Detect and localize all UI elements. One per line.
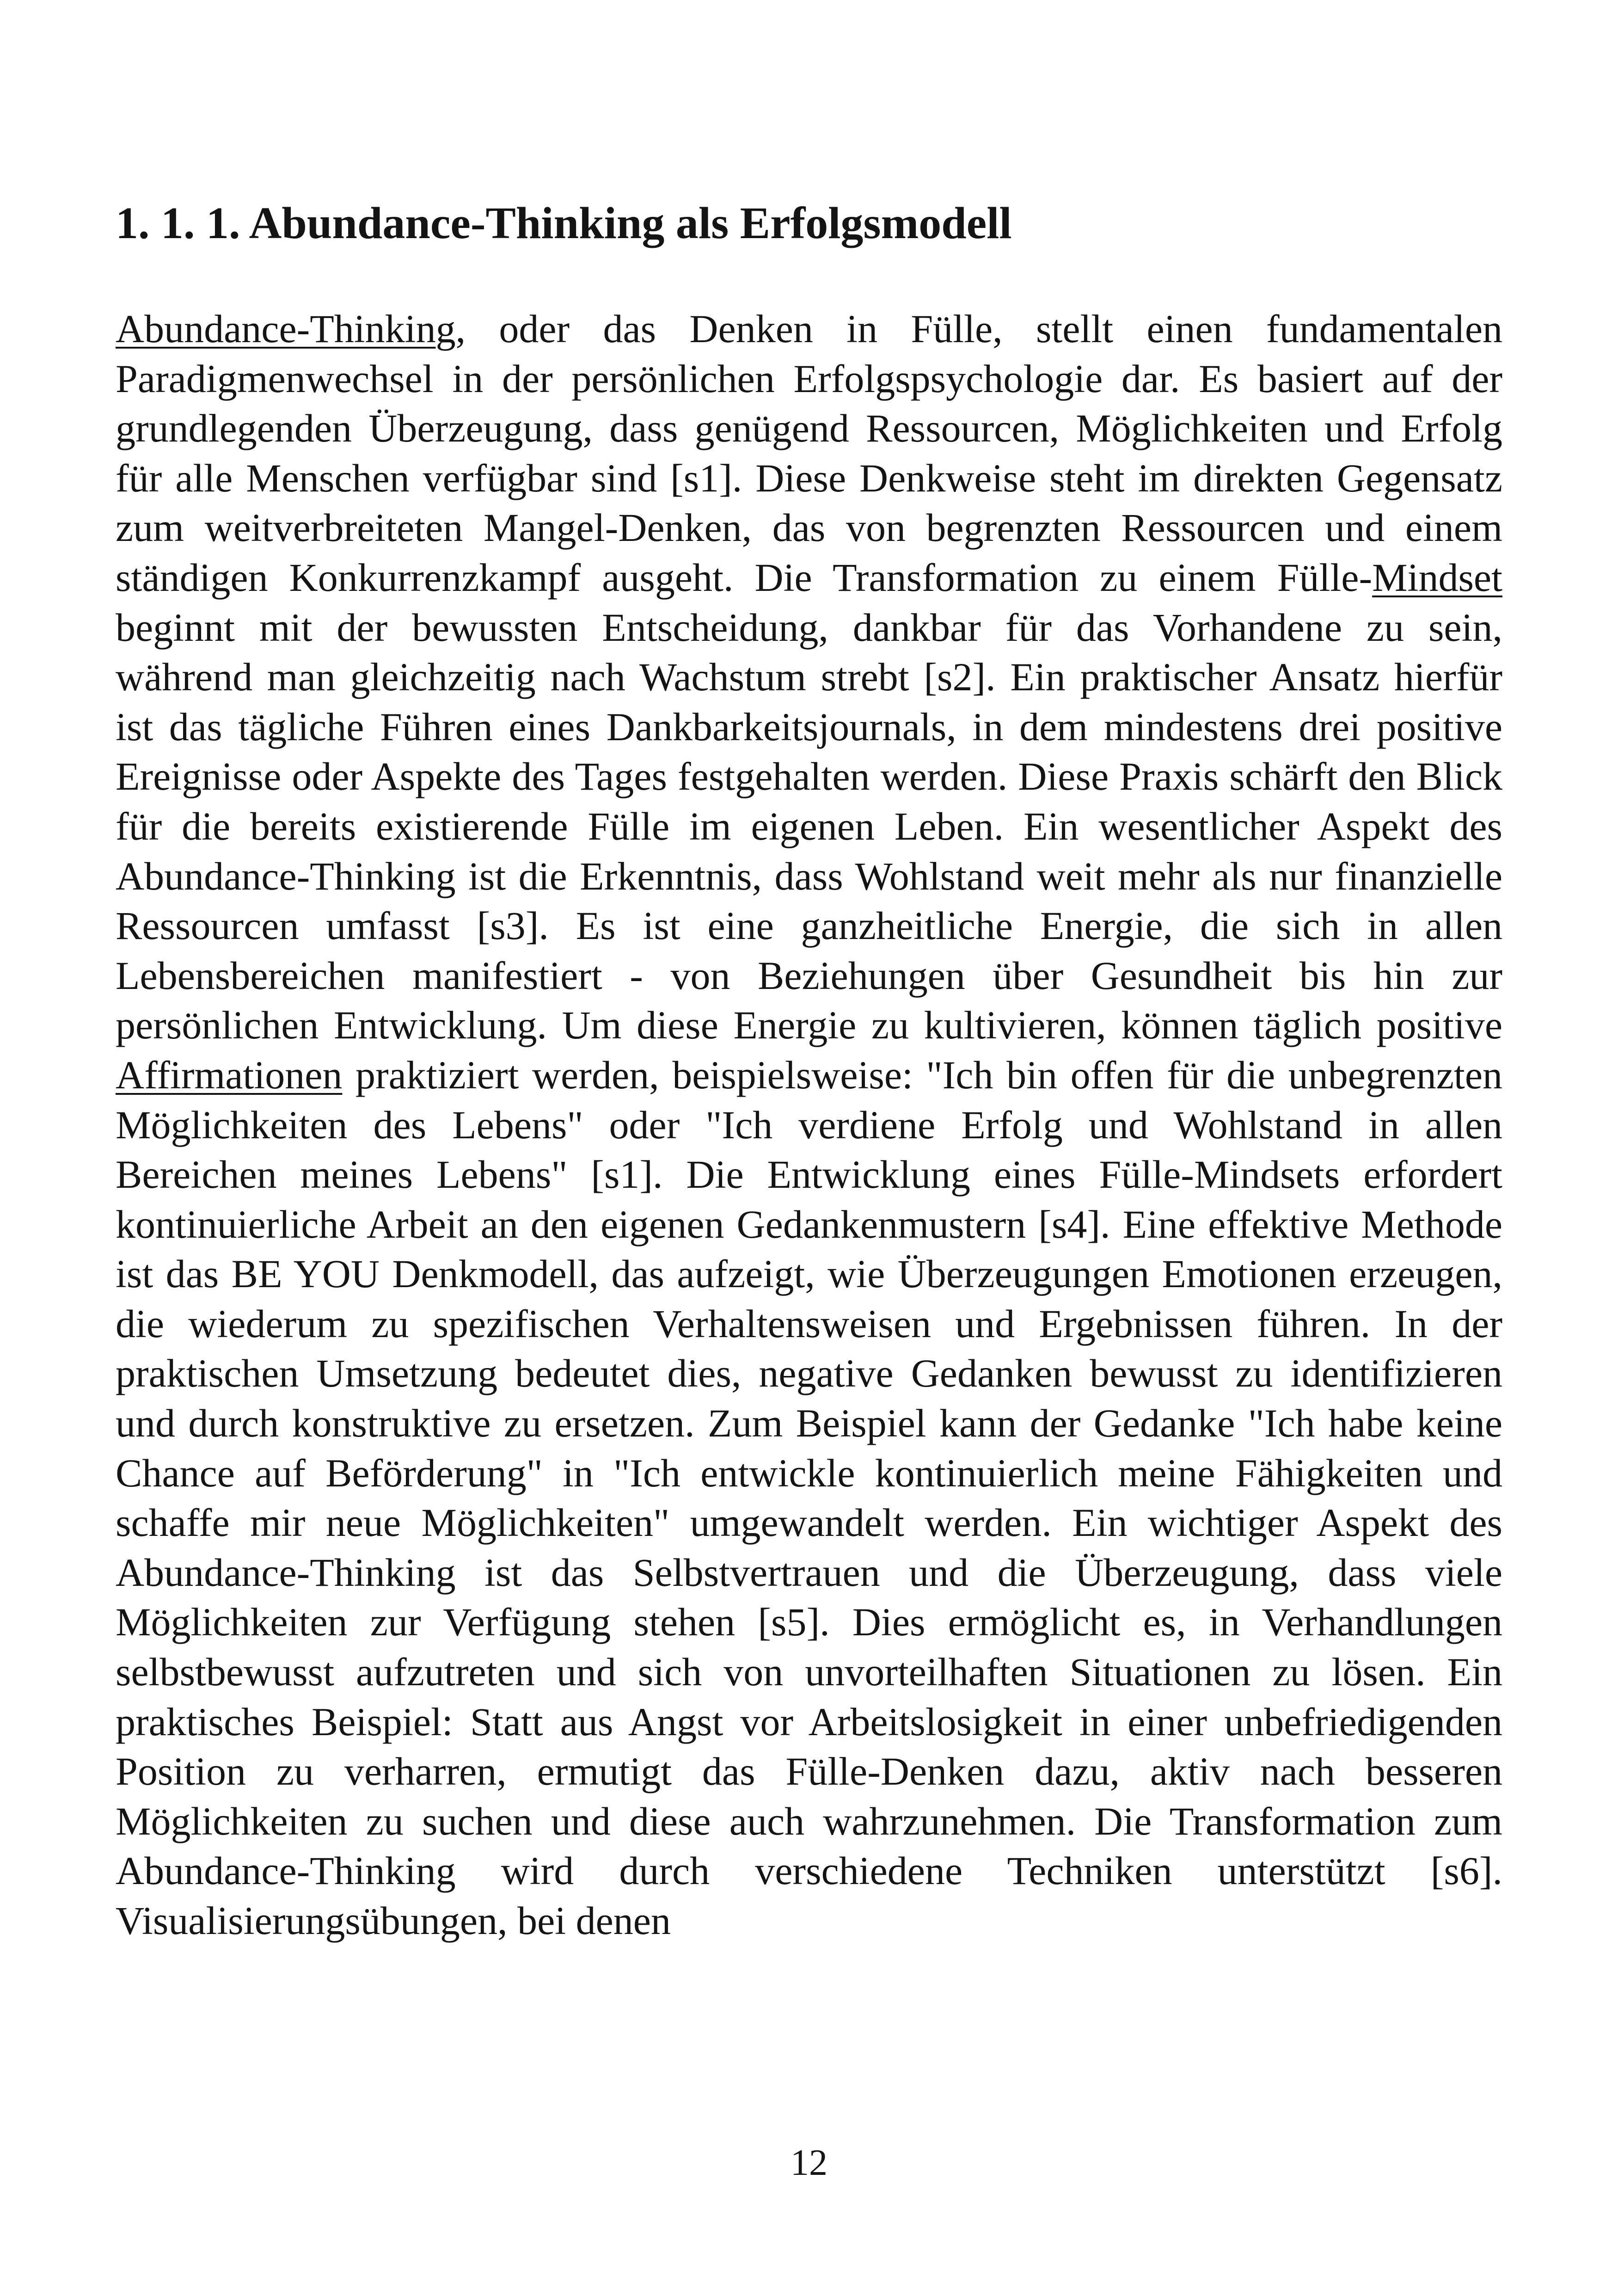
link-affirmationen[interactable]: Affirmationen (116, 1052, 343, 1097)
paragraph-text-3: praktiziert werden, beispielsweise: "Ich bin offen für die unbegrenzten Möglichkeiten des Lebens" oder "Ich verdiene Erfolg und Wohlstand in allen Bereichen meines Lebens" [s1]. Die Entwicklung eines Fülle-Mindsets erfordert kontinuierliche Arbeit an den eigenen Gedankenmustern [s4]. Eine effektive Methode ist das BE YOU Denkmodell, das aufzeigt, wie Überzeugungen Emotionen erzeugen, die wiederum zu spezifischen Verhaltensweisen und Ergebnissen führen. In der praktischen Umsetzung bedeutet dies, negative Gedanken bewusst zu identifizieren und durch konstruktive zu ersetzen. Zum Beispiel kann der Gedanke "Ich habe keine Chance auf Beförderung" in "Ich entwickle kontinuierlich meine Fähigkeiten und schaffe mir neue Möglichkeiten" umgewandelt werden. Ein wichtiger Aspekt des Abundance-Thinking ist das Selbstvertrauen und die Überzeugung, dass viele Möglichkeiten zur Verfügung stehen [s5]. Dies ermöglicht es, in Verhandlungen selbstbewusst aufzutreten und sich von unvorteilhaften Situationen zu lösen. Ein praktisches Beispiel: Statt aus Angst vor Arbeitslosigkeit in einer unbefriedigenden Position zu verharren, ermutigt das Fülle-Denken dazu, aktiv nach besseren Möglichkeiten zu suchen und diese auch wahrzunehmen. Die Transformation zum Abundance-Thinking wird durch verschiedene Techniken unterstützt [s6]. Visualisierungsübungen, bei denen (116, 1052, 1502, 1943)
section-heading: 1. 1. 1. Abundance-Thinking als Erfolgsmodell (116, 198, 1012, 248)
body-paragraph (116, 304, 1502, 1946)
link-mindset[interactable]: Mindset (1372, 555, 1502, 600)
paragraph-text-2: beginnt mit der bewussten Entscheidung, dankbar für das Vorhandene zu sein, während man gleichzeitig nach Wachstum strebt [s2]. Ein praktischer Ansatz hierfür ist das tägliche Führen eines Dankbarkeitsjournals, in dem mindestens drei positive Ereignisse oder Aspekte des Tages festgehalten werden. Diese Praxis schärft den Blick für die bereits existierende Fülle im eigenen Leben. Ein wesentlicher Aspekt des Abundance-Thinking ist die Erkenntnis, dass Wohlstand weit mehr als nur finanzielle Ressourcen umfasst [s3]. Es ist eine ganzheitliche Energie, die sich in allen Lebensbereichen manifestiert - von Beziehungen über Gesundheit bis hin zur persönlichen Entwicklung. Um diese Energie zu kultivieren, können täglich positive (116, 605, 1502, 1048)
page-number: 12 (791, 2143, 827, 2183)
link-abundance-thinking[interactable]: Abundance-Thinking (116, 307, 456, 351)
paragraph-text-1: , oder das Denken in Fülle, stellt einen fundamentalen Paradigmenwechsel in der persönlichen Erfolgspsychologie dar. Es basiert auf der grundlegenden Überzeugung, dass genügend Ressourcen, Möglichkeiten und Erfolg für alle Menschen verfügbar sind [s1]. Diese Denkweise steht im direkten Gegensatz zum weitverbreiteten Mangel-Denken, das von begrenzten Ressourcen und einem ständigen Konkurrenzkampf ausgeht. Die Transformation zu einem Fülle- (116, 307, 1502, 600)
